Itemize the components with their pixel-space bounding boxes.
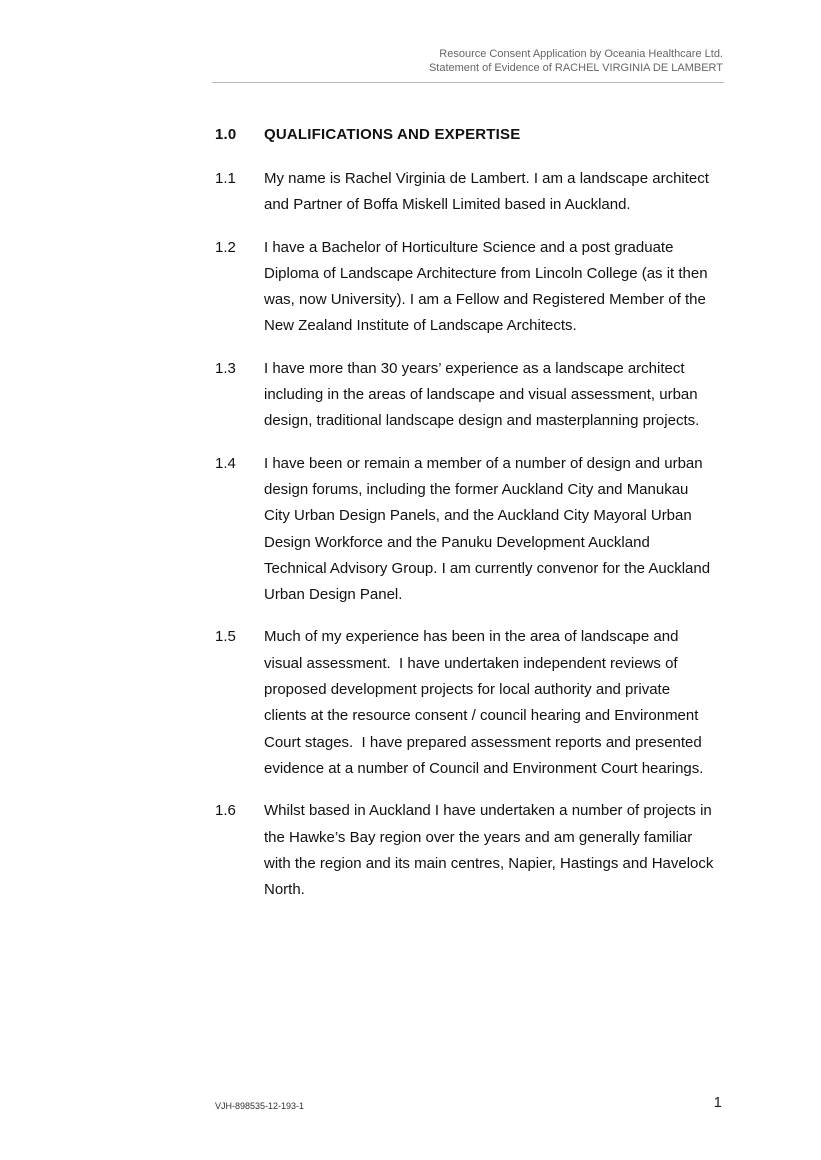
paragraph-line: I have a Bachelor of Horticulture Science and a post graduate [264, 238, 674, 256]
paragraph-number: 1.6 [215, 802, 236, 820]
paragraph-number: 1.2 [215, 238, 236, 256]
numbered-paragraph [215, 356, 725, 435]
paragraph-text [264, 451, 725, 609]
page-number: 1 [713, 1094, 722, 1111]
paragraph-line: Diploma of Landscape Architecture from Lincoln College (as it then [264, 264, 708, 282]
paragraph-number: 1.4 [215, 454, 236, 472]
header-divider [212, 82, 724, 83]
numbered-paragraph [215, 235, 725, 340]
paragraph-text [264, 166, 725, 219]
paragraph-line: Urban Design Panel. [264, 586, 403, 604]
paragraph-line: evidence at a number of Council and Environment Court hearings. [264, 759, 704, 777]
paragraph-line: clients at the resource consent / council hearing and Environment [264, 707, 699, 725]
numbered-paragraph [215, 451, 725, 609]
paragraph-line: proposed development projects for local authority and private [264, 681, 671, 699]
paragraph-line: North. [264, 881, 305, 899]
paragraph-line: City Urban Design Panels, and the Auckland City Mayoral Urban [264, 507, 692, 525]
paragraph-line: and Partner of Boffa Miskell Limited based in Auckland. [264, 196, 631, 214]
paragraph-line: with the region and its main centres, Napier, Hastings and Havelock [264, 854, 714, 872]
paragraph-text [264, 624, 725, 782]
paragraph-text [264, 798, 725, 903]
paragraph-number: 1.1 [215, 170, 236, 187]
paragraph-line: New Zealand Institute of Landscape Architects. [264, 317, 577, 335]
paragraph-line: was, now University). I am a Fellow and Registered Member of the [264, 291, 706, 309]
paragraph-text [264, 356, 725, 435]
numbered-paragraph [215, 798, 725, 903]
section-number: 1.0 [215, 126, 237, 143]
paragraph-line: Whilst based in Auckland I have undertaken a number of projects in [264, 802, 712, 820]
paragraph-line: the Hawke’s Bay region over the years and am generally familiar [264, 828, 693, 846]
paragraph-line: Design Workforce and the Panuku Development Auckland [264, 533, 650, 551]
paragraph-number: 1.3 [215, 359, 236, 377]
paragraph-line: My name is Rachel Virginia de Lambert. I am a landscape architect [264, 170, 709, 187]
paragraph-line: design, traditional landscape design and masterplanning projects. [264, 412, 700, 430]
paragraph-number: 1.5 [215, 628, 236, 646]
paragraph-text [264, 235, 725, 340]
numbered-paragraph [215, 624, 725, 782]
header-line-application: Resource Consent Application by Oceania Healthcare Ltd. [439, 48, 723, 60]
paragraph-line: I have been or remain a member of a number of design and urban [264, 454, 703, 472]
paragraph-line: I have more than 30 years’ experience as a landscape architect [264, 359, 685, 377]
paragraph-line: Technical Advisory Group. I am currently convenor for the Auckland [264, 559, 711, 577]
paragraph-line: Much of my experience has been in the area of landscape and [264, 628, 679, 646]
paragraph-line: Court stages. I have prepared assessment reports and presented [264, 733, 702, 751]
section-title: QUALIFICATIONS AND EXPERTISE [264, 126, 521, 143]
paragraph-line: visual assessment. I have undertaken independent reviews of [264, 654, 678, 672]
paragraph-list [215, 166, 725, 919]
running-header [212, 47, 723, 75]
document-reference: VJH-898535-12-193-1 [215, 1101, 305, 1111]
paragraph-line: including in the areas of landscape and visual assessment, urban [264, 386, 698, 404]
header-line-statement: Statement of Evidence of RACHEL VIRGINIA DE LAMBERT [428, 62, 723, 74]
numbered-paragraph [215, 166, 725, 219]
paragraph-line: design forums, including the former Auckland City and Manukau [264, 480, 689, 498]
